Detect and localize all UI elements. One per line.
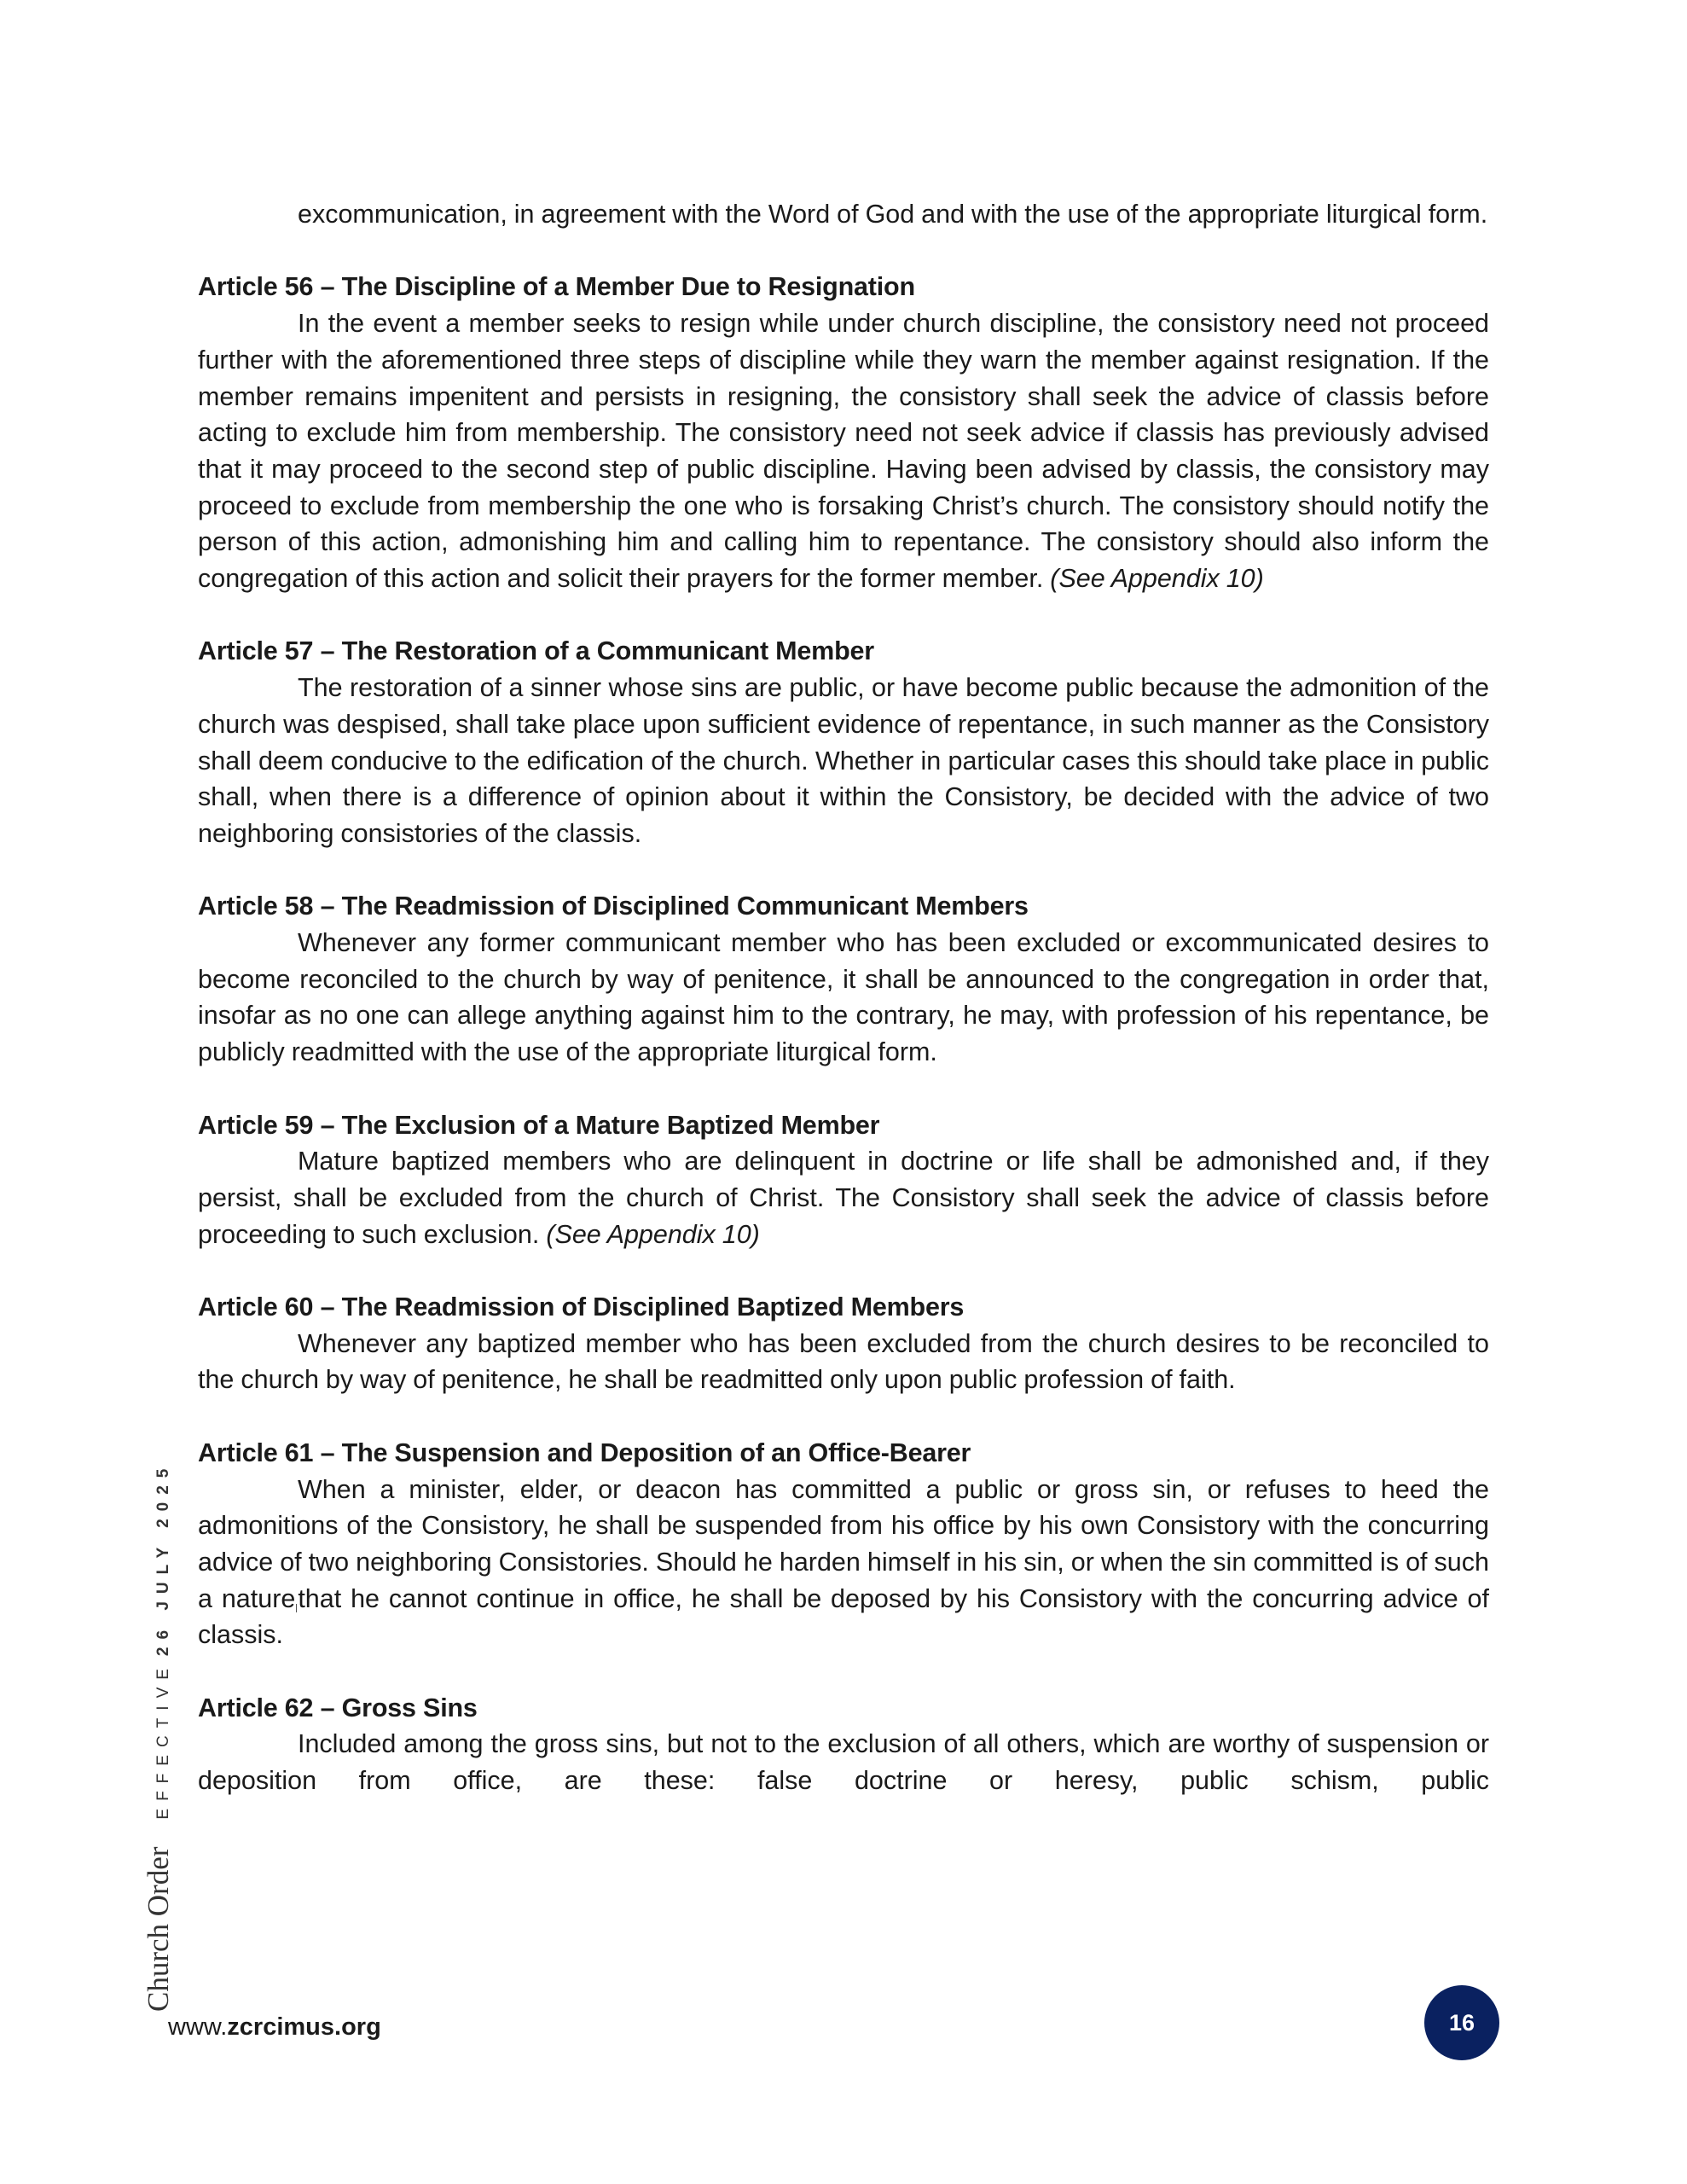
article-text: In the event a member seeks to resign while under church discipline, the consistory need not proceed further with the aforementioned three steps of discipline while they warn the member against resignation. If the member remains impenitent and persists in resigning, the consistory shall seek the advice of classis before acting to exclude him from membership. The consistory need not seek advice if classis has previously advised that it may proceed to the second step of public discipline. Having been advised by classis, the consistory may proceed to exclude from membership the one who is forsaking Christ’s church. The consistory should notify the person of this action, admonishing him and calling him to repentance. The consistory should also inform the congregation of this action and solicit their prayers for the former member. xyxy=(198,309,1489,594)
article-heading: Article 59 – The Exclusion of a Mature Baptized Member xyxy=(198,1110,880,1140)
footer-website-link[interactable] xyxy=(168,2013,381,2042)
document-body xyxy=(198,196,1489,1799)
page-number-badge xyxy=(1424,1985,1499,2060)
appendix-reference: (See Appendix 10) xyxy=(546,1219,760,1249)
article-body xyxy=(198,1472,1489,1654)
article-60 xyxy=(198,1289,1489,1398)
article-body xyxy=(198,1143,1489,1252)
article-body: The restoration of a sinner whose sins are public, or have become public because the admonition of the church was despised, shall take place upon sufficient evidence of repentance, in such manner as the Consistory shall deem conducive to the edification of the church. Whether in particular cases this should take place in public shall, when there is a difference of opinion about it within the Consistory, be decided with the advice of two neighboring consistories of the classis. xyxy=(198,673,1489,848)
continued-paragraph: excommunication, in agreement with the Word of God and with the use of the appropriate liturgical form. xyxy=(298,200,1488,229)
article-body: Included among the gross sins, but not to the exclusion of all others, which are worthy of suspension or deposition from office, are these: false doctrine or heresy, public schism, public xyxy=(198,1729,1489,1796)
article-61 xyxy=(198,1435,1489,1653)
article-text: Mature baptized members who are delinquent in doctrine or life shall be admonished and, if they persist, shall be excluded from the church of Christ. The Consistory shall seek the advice of classis before proceeding to such exclusion. xyxy=(198,1147,1489,1249)
side-document-title: Church Order xyxy=(142,1846,175,2012)
article-57 xyxy=(198,633,1489,851)
article-heading: Article 61 – The Suspension and Deposition of an Office-Bearer xyxy=(198,1438,971,1467)
side-effective-date: 26 JULY 2025 xyxy=(154,1461,172,1657)
side-effective-label: EFFECTIVE xyxy=(154,1661,172,1820)
appendix-reference: (See Appendix 10) xyxy=(1050,564,1264,594)
article-heading: Article 60 – The Readmission of Disciplined Baptized Members xyxy=(198,1292,965,1322)
article-56 xyxy=(198,269,1489,596)
article-body xyxy=(198,305,1489,597)
article-heading: Article 57 – The Restoration of a Communicant Member xyxy=(198,636,874,666)
article-62 xyxy=(198,1690,1489,1799)
article-body: Whenever any baptized member who has been excluded from the church desires to be reconciled to the church by way of penitence, he shall be readmitted only upon public profession of faith. xyxy=(198,1328,1489,1395)
article-text: When a minister, elder, or deacon has committed a public or gross sin, or refuses to heed the admonitions of the Consistory, he shall be suspended from his office by his own Consistory with the concurring advice of two neighboring Consistories. Should he harden himself in his sin, or when the sin committed is of such a nature xyxy=(198,1474,1489,1613)
page-number: 16 xyxy=(1448,2009,1475,2036)
article-text: that he cannot continue in office, he shall be deposed by his Consistory with the concurring advice of classis. xyxy=(198,1583,1489,1650)
url-prefix: www. xyxy=(168,2013,228,2041)
article-heading: Article 62 – Gross Sins xyxy=(198,1693,478,1722)
article-59 xyxy=(198,1107,1489,1253)
url-domain: zcrcimus.org xyxy=(227,2013,381,2041)
article-body: Whenever any former communicant member who has been excluded or excommunicated desires to become reconciled to the church by way of penitence, it shall be announced to the congregation in order that, insofar as no one can allege anything against him to the contrary, he may, with profession of his repentance, be publicly readmitted with the use of the appropriate liturgical form. xyxy=(198,928,1489,1067)
article-heading: Article 58 – The Readmission of Disciplined Communicant Members xyxy=(198,892,1029,921)
article-58 xyxy=(198,888,1489,1071)
article-heading: Article 56 – The Discipline of a Member Due to Resignation xyxy=(198,272,915,302)
